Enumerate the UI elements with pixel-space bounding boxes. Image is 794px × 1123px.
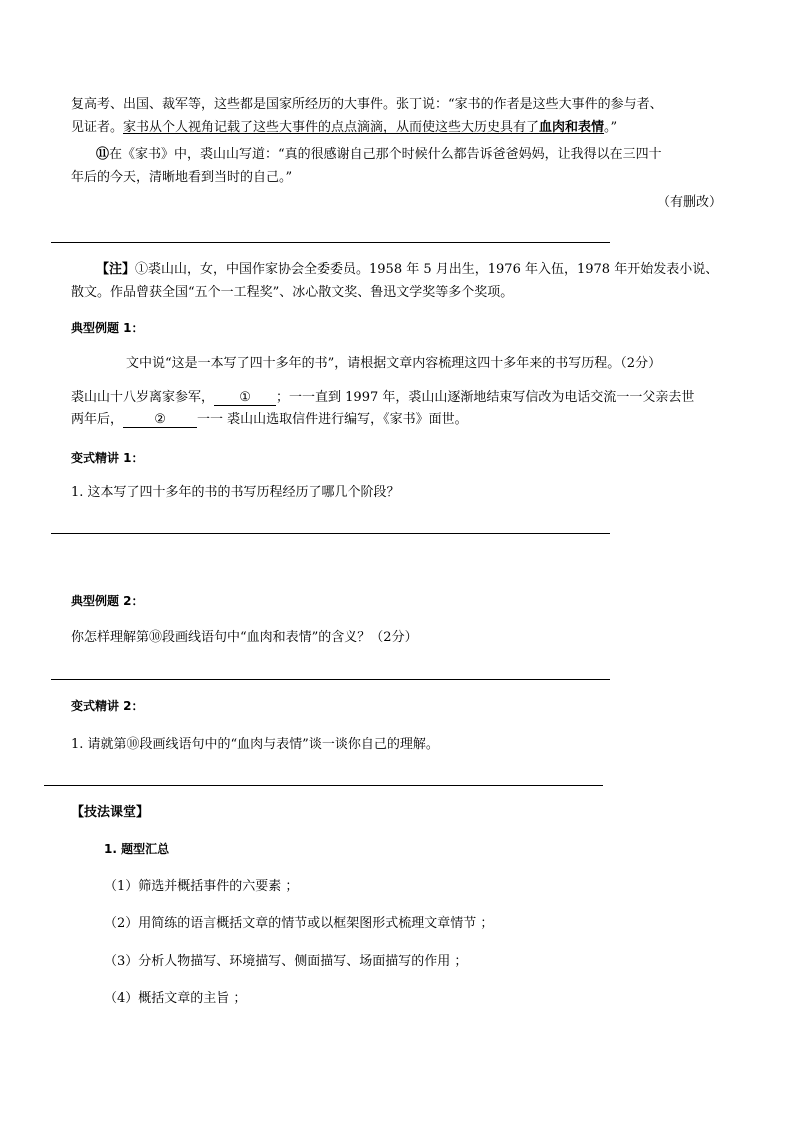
paragraph-11-text: 在《家书》中，裘山山写道：“真的很感谢自己那个时候什么都告诉爸爸妈妈，让我得以在三四十 xyxy=(109,147,662,162)
note-line-1 xyxy=(96,261,718,279)
skills-item-4: （4）概括文章的主旨 ； xyxy=(104,991,247,1006)
underlined-sentence: 家书从个人视角记载了这些大事件的点点滴滴，从而使这些大历史具有了 xyxy=(123,120,540,135)
variant-1-question: 1. 这本写了四十多年的书的书写历程经历了哪几个阶段？ xyxy=(71,485,400,500)
passage-line-1: 复高考、出国、裁军等，这些都是国家所经历的大事件。张丁说：“家书的作者是这些大事件的参与者、 xyxy=(71,97,663,112)
note-line-2: 散文。作品曾获全国“五个一工程奖”、冰心散文奖、鲁迅文学奖等多个奖项。 xyxy=(71,285,514,300)
fill-in-line-1 xyxy=(71,389,694,407)
fill-text-a: 裘山山十八岁离家参军， xyxy=(71,390,215,405)
answer-line-3[interactable] xyxy=(44,785,603,786)
skills-item-3: （3）分析人物描写、环境描写、侧面描写、场面描写的作用 ； xyxy=(104,954,468,969)
note-text: ①裘山山，女，中国作家协会全委委员。1958 年 5 月出生，1976 年入伍，1978 年开始发表小说、 xyxy=(135,262,719,277)
variant-2-title: 变式精讲 2： xyxy=(71,699,144,713)
fill-text-d: 一一 裘山山选取信件进行编写，《家书》面世。 xyxy=(197,412,468,427)
skills-section-title: 【技法课堂】 xyxy=(71,805,150,820)
fill-in-line-2 xyxy=(71,411,468,429)
variant-1-title: 变式精讲 1： xyxy=(71,451,144,465)
passage-line-2-plain: 见证者。 xyxy=(71,120,124,135)
fill-text-c: 两年后， xyxy=(71,412,124,427)
variant-2-question: 1. 请就第⑩段画线语句中的“血肉与表情”谈一谈你自己的理解。 xyxy=(71,737,439,752)
example-2-question: 你怎样理解第⑩段画线语句中“血肉和表情”的含义？（2分） xyxy=(71,630,418,645)
example-1-title: 典型例题 1： xyxy=(71,321,144,335)
answer-blank-2[interactable]: ② xyxy=(123,413,197,428)
skills-item-2: （2）用简练的语言概括文章的情节或以框架图形式梳理文章情节 ； xyxy=(104,916,494,931)
passage-line-2 xyxy=(71,119,617,137)
paragraph-number: ⑪ xyxy=(96,147,110,162)
paragraph-11-line-1 xyxy=(96,146,662,164)
paragraph-11-line-2: 年后的今天，清晰地看到当时的自己。” xyxy=(71,170,293,185)
example-2-title: 典型例题 2： xyxy=(71,594,144,608)
passage-line-2-end: 。” xyxy=(604,120,618,135)
note-label: 【注】 xyxy=(96,262,136,277)
skills-item-1: （1）筛选并概括事件的六要素 ； xyxy=(104,879,299,894)
fill-text-b: ；一一直到 1997 年，裘山山逐渐地结束写信改为电话交流一一父亲去世 xyxy=(276,390,695,405)
skills-subtitle: 1. 题型汇总 xyxy=(104,842,170,856)
divider-line xyxy=(51,242,610,243)
source-note: （有删改） xyxy=(657,195,723,210)
underlined-key-phrase: 血肉和表情 xyxy=(539,120,605,135)
example-1-question: 文中说“这是一本写了四十多年的书”，请根据文章内容梳理这四十多年来的书写历程。（2分） xyxy=(126,356,662,371)
answer-line-1[interactable] xyxy=(51,533,610,534)
answer-line-2[interactable] xyxy=(51,679,610,680)
answer-blank-1[interactable]: ① xyxy=(214,391,276,406)
